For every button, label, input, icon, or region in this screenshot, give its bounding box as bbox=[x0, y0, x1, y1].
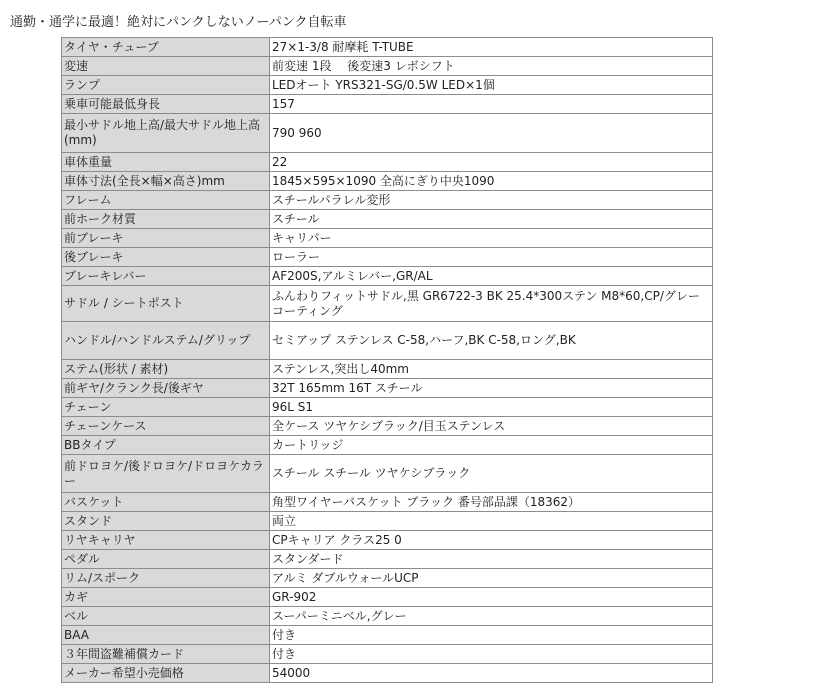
spec-label: 最小サドル地上高/最大サドル地上高(mm) bbox=[62, 114, 270, 153]
spec-value: スチール スチール ツヤケシブラック bbox=[270, 455, 713, 493]
table-row bbox=[62, 664, 713, 683]
table-row bbox=[62, 588, 713, 607]
spec-value: LEDオート YRS321-SG/0.5W LED×1個 bbox=[270, 76, 713, 95]
spec-value: 前変速 1段 後変速3 レボシフト bbox=[270, 57, 713, 76]
spec-label: 前ギヤ/クランク長/後ギヤ bbox=[62, 379, 270, 398]
spec-label: サドル / シートポスト bbox=[62, 286, 270, 322]
spec-label: バスケット bbox=[62, 493, 270, 512]
spec-value: 54000 bbox=[270, 664, 713, 683]
spec-label: スタンド bbox=[62, 512, 270, 531]
spec-value: 790 960 bbox=[270, 114, 713, 153]
spec-label: 前ブレーキ bbox=[62, 229, 270, 248]
spec-value: アルミ ダブルウォールUCP bbox=[270, 569, 713, 588]
spec-label: ランプ bbox=[62, 76, 270, 95]
table-row bbox=[62, 607, 713, 626]
spec-value: ステンレス,突出し40mm bbox=[270, 360, 713, 379]
table-row bbox=[62, 114, 713, 153]
spec-label: ３年間盗難補償カード bbox=[62, 645, 270, 664]
spec-value: スチール bbox=[270, 210, 713, 229]
spec-label: チェーンケース bbox=[62, 417, 270, 436]
table-row bbox=[62, 267, 713, 286]
table-row bbox=[62, 550, 713, 569]
table-row bbox=[62, 322, 713, 360]
spec-value: 157 bbox=[270, 95, 713, 114]
spec-value: キャリパー bbox=[270, 229, 713, 248]
spec-value: 付き bbox=[270, 626, 713, 645]
table-row bbox=[62, 76, 713, 95]
spec-value: スチールパラレル変形 bbox=[270, 191, 713, 210]
spec-value: 全ケース ツヤケシブラック/目玉ステンレス bbox=[270, 417, 713, 436]
spec-value: 27×1-3/8 耐摩耗 T-TUBE bbox=[270, 38, 713, 57]
table-row bbox=[62, 229, 713, 248]
spec-value: スーパーミニベル,グレー bbox=[270, 607, 713, 626]
table-row bbox=[62, 379, 713, 398]
spec-value: 両立 bbox=[270, 512, 713, 531]
spec-value: ふんわりフィットサドル,黒 GR6722-3 BK 25.4*300ステン M8*60,CP/グレーコーティング bbox=[270, 286, 713, 322]
spec-label: ベル bbox=[62, 607, 270, 626]
page-headline: 通勤・通学に最適！絶対にパンクしないノーパンク自転車 bbox=[10, 15, 347, 30]
table-row bbox=[62, 645, 713, 664]
spec-value: GR-902 bbox=[270, 588, 713, 607]
spec-label: 車体重量 bbox=[62, 153, 270, 172]
spec-table-body bbox=[62, 38, 713, 683]
spec-label: 乗車可能最低身長 bbox=[62, 95, 270, 114]
table-row bbox=[62, 38, 713, 57]
table-row bbox=[62, 360, 713, 379]
table-row bbox=[62, 531, 713, 550]
spec-label: 後ブレーキ bbox=[62, 248, 270, 267]
table-row bbox=[62, 398, 713, 417]
spec-label: ペダル bbox=[62, 550, 270, 569]
table-row bbox=[62, 95, 713, 114]
spec-label: 変速 bbox=[62, 57, 270, 76]
table-row bbox=[62, 455, 713, 493]
table-row bbox=[62, 210, 713, 229]
spec-value: 付き bbox=[270, 645, 713, 664]
table-row bbox=[62, 153, 713, 172]
spec-value: セミアップ ステンレス C-58,ハーフ,BK C-58,ロング,BK bbox=[270, 322, 713, 360]
spec-value: 1845×595×1090 全高にぎり中央1090 bbox=[270, 172, 713, 191]
table-row bbox=[62, 248, 713, 267]
spec-value: 32T 165mm 16T スチール bbox=[270, 379, 713, 398]
spec-table bbox=[61, 37, 713, 683]
spec-label: ハンドル/ハンドルステム/グリップ bbox=[62, 322, 270, 360]
table-row bbox=[62, 569, 713, 588]
spec-value: 角型ワイヤーバスケット ブラック 番号部品課（18362） bbox=[270, 493, 713, 512]
spec-label: 前ホーク材質 bbox=[62, 210, 270, 229]
spec-label: リヤキャリヤ bbox=[62, 531, 270, 550]
table-row bbox=[62, 286, 713, 322]
spec-label: チェーン bbox=[62, 398, 270, 417]
spec-label: メーカー希望小売価格 bbox=[62, 664, 270, 683]
table-row bbox=[62, 626, 713, 645]
table-row bbox=[62, 493, 713, 512]
table-row bbox=[62, 512, 713, 531]
spec-value: 22 bbox=[270, 153, 713, 172]
spec-value: ローラー bbox=[270, 248, 713, 267]
spec-label: フレーム bbox=[62, 191, 270, 210]
spec-label: 車体寸法(全長×幅×高さ)mm bbox=[62, 172, 270, 191]
spec-value: CPキャリア クラス25 0 bbox=[270, 531, 713, 550]
table-row bbox=[62, 191, 713, 210]
spec-label: BAA bbox=[62, 626, 270, 645]
spec-label: ステム(形状 / 素材) bbox=[62, 360, 270, 379]
spec-label: BBタイプ bbox=[62, 436, 270, 455]
table-row bbox=[62, 57, 713, 76]
table-row bbox=[62, 172, 713, 191]
spec-label: リム/スポーク bbox=[62, 569, 270, 588]
spec-value: スタンダード bbox=[270, 550, 713, 569]
spec-label: 前ドロヨケ/後ドロヨケ/ドロヨケカラー bbox=[62, 455, 270, 493]
table-row bbox=[62, 436, 713, 455]
spec-value: 96L S1 bbox=[270, 398, 713, 417]
spec-label: タイヤ・チューブ bbox=[62, 38, 270, 57]
spec-value: AF200S,アルミレバー,GR/AL bbox=[270, 267, 713, 286]
spec-label: カギ bbox=[62, 588, 270, 607]
table-row bbox=[62, 417, 713, 436]
spec-label: ブレーキレバー bbox=[62, 267, 270, 286]
spec-value: カートリッジ bbox=[270, 436, 713, 455]
